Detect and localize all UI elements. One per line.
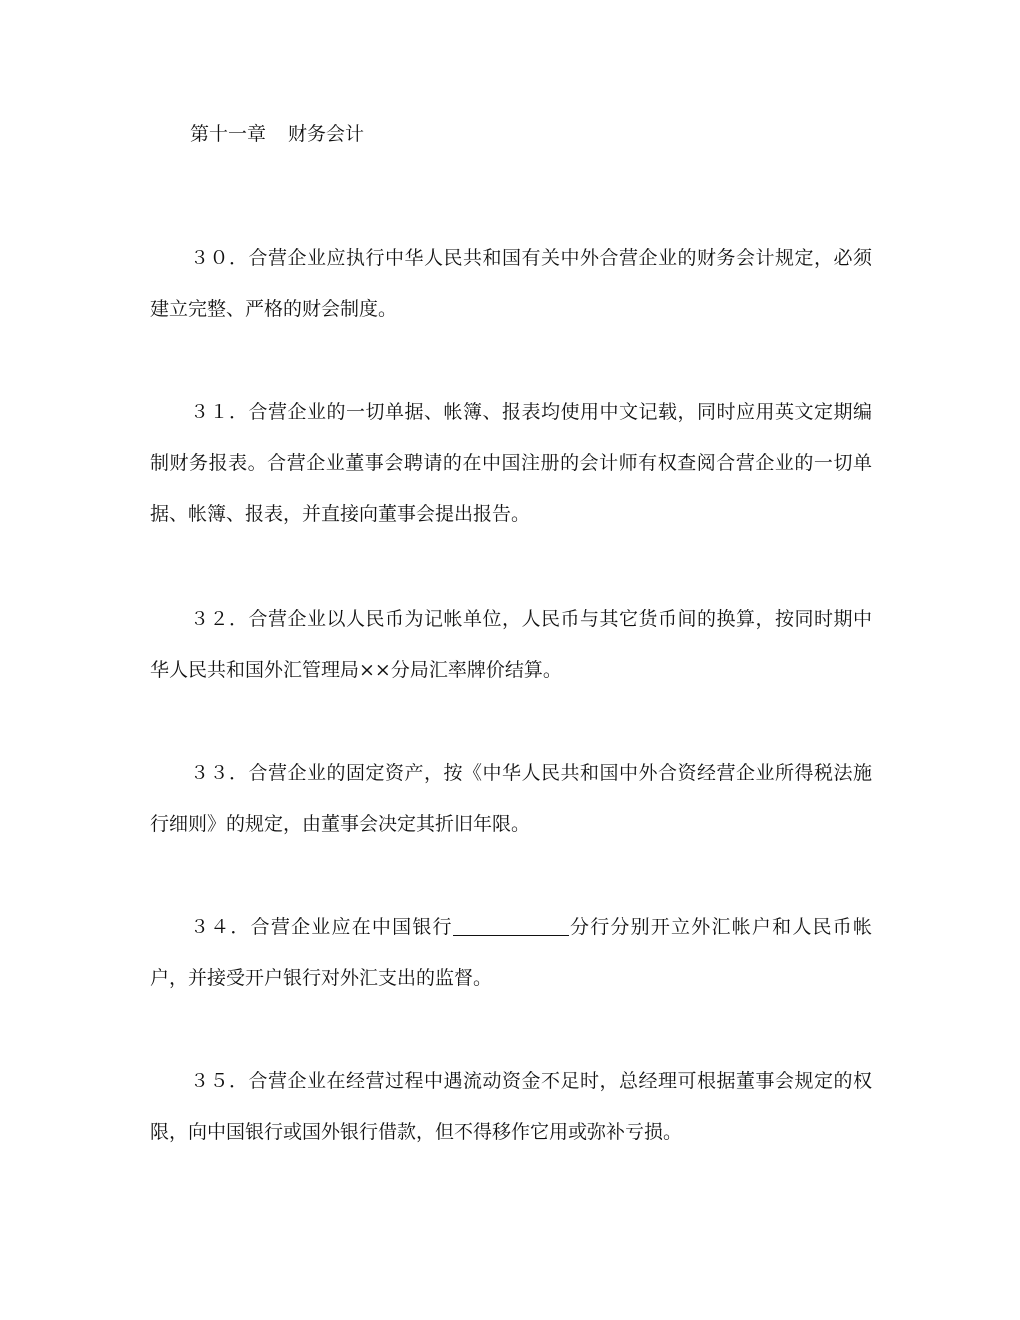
article-34-text-after: 分行分别开立外汇帐户和人民币帐户，并接受开户银行对外汇支出的监督。	[150, 916, 872, 989]
article-34-text-before: ３４．合营企业应在中国银行	[190, 916, 453, 938]
article-35: ３５．合营企业在经营过程中遇流动资金不足时，总经理可根据董事会规定的权限，向中国银行或国外银行借款，但不得移作它用或弥补亏损。	[150, 1070, 872, 1143]
chapter-number: 第十一章	[190, 123, 267, 145]
article-34	[150, 902, 872, 1004]
chapter-heading	[190, 120, 364, 148]
article-31: ３１．合营企业的一切单据、帐簿、报表均使用中文记载，同时应用英文定期编制财务报表。合营企业董事会聘请的在中国注册的会计师有权查阅合营企业的一切单据、帐簿、报表，并直接向董事会提出报告。	[150, 401, 872, 525]
article-32: ３２．合营企业以人民币为记帐单位，人民币与其它货币间的换算，按同时期中华人民共和国外汇管理局××分局汇率牌价结算。	[150, 608, 872, 681]
chapter-title: 财务会计	[288, 123, 365, 145]
article-33: ３３．合营企业的固定资产，按《中华人民共和国中外合资经营企业所得税法施行细则》的规定，由董事会决定其折旧年限。	[150, 762, 872, 835]
bank-branch-blank	[453, 916, 569, 936]
article-30: ３０．合营企业应执行中华人民共和国有关中外合营企业的财务会计规定，必须建立完整、严格的财会制度。	[150, 247, 872, 320]
